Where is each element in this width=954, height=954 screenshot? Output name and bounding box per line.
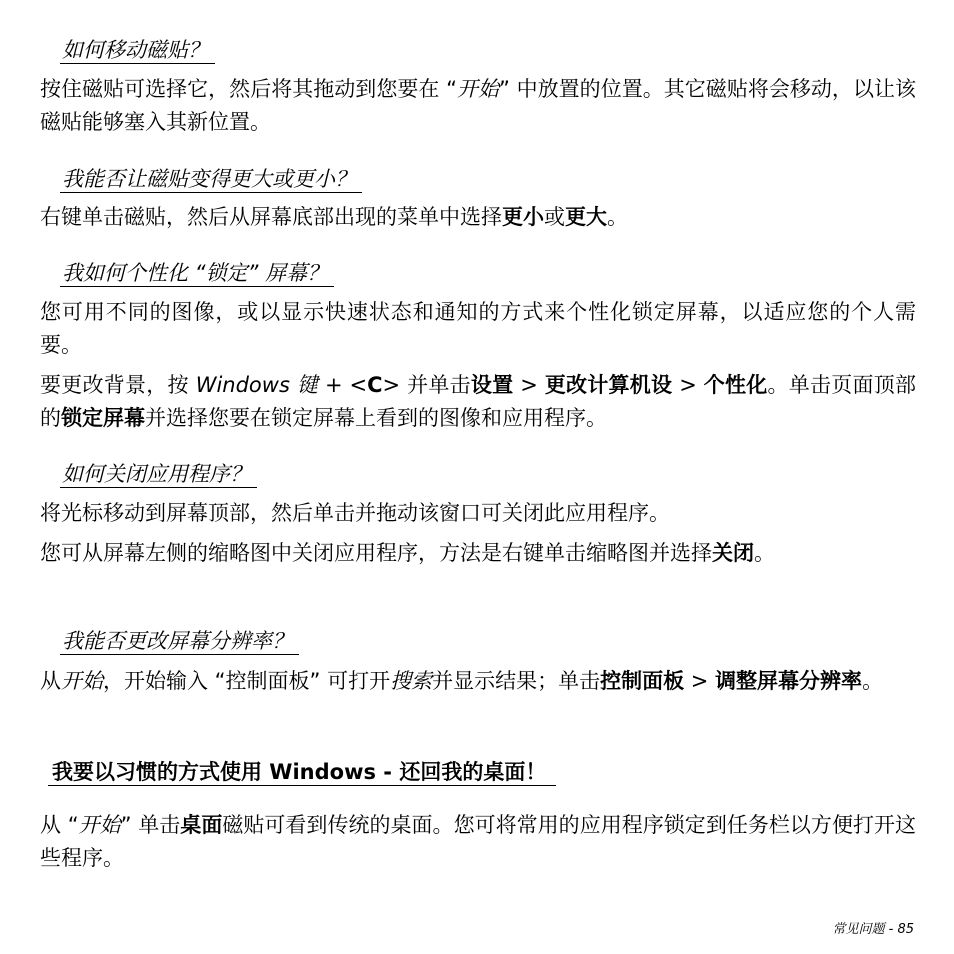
paragraph-move-tiles: 按住磁贴可选择它，然后将其拖动到您要在 “开始” 中放置的位置。其它磁贴将会移动，以让该磁贴能够塞入其新位置。 — [40, 77, 916, 134]
paragraph-resolution: 从开始，开始输入 “控制面板” 可打开搜索并显示结果；单击控制面板 > 调整屏幕分辨率。 — [40, 669, 884, 693]
paragraph-close-apps-1: 将光标移动到屏幕顶部，然后单击并拖动该窗口可关闭此应用程序。 — [40, 501, 670, 525]
paragraph-lock-screen-1: 您可用不同的图像，或以显示快速状态和通知的方式来个性化锁定屏幕，以适应您的个人需要。 — [40, 300, 916, 357]
paragraph-classic-desktop: 从 “开始” 单击桌面磁贴可看到传统的桌面。您可将常用的应用程序锁定到任务栏以方便打开这些程序。 — [40, 813, 917, 870]
paragraph-tile-size: 右键单击磁贴，然后从屏幕底部出现的菜单中选择更小或更大。 — [40, 205, 628, 229]
paragraph-lock-screen-2: 要更改背景，按 Windows 键 + <C> 并单击设置 > 更改计算机设 > 个性化。单击页面顶部的锁定屏幕并选择您要在锁定屏幕上看到的图像和应用程序。 — [40, 373, 917, 430]
paragraph-close-apps-2: 您可从屏幕左侧的缩略图中关闭应用程序，方法是右键单击缩略图并选择关闭。 — [40, 541, 775, 565]
heading-move-tiles: 如何移动磁贴？ — [60, 37, 215, 64]
heading-resolution: 我能否更改屏幕分辨率？ — [60, 628, 299, 655]
heading-close-apps: 如何关闭应用程序？ — [60, 461, 257, 488]
heading-tile-size: 我能否让磁贴变得更大或更小？ — [60, 166, 362, 193]
heading-classic-desktop: 我要以习惯的方式使用 Windows - 还回我的桌面！ — [48, 759, 556, 786]
page-footer: 常见问题 - 85 — [832, 922, 914, 937]
heading-lock-screen: 我如何个性化 “锁定” 屏幕？ — [60, 260, 334, 287]
